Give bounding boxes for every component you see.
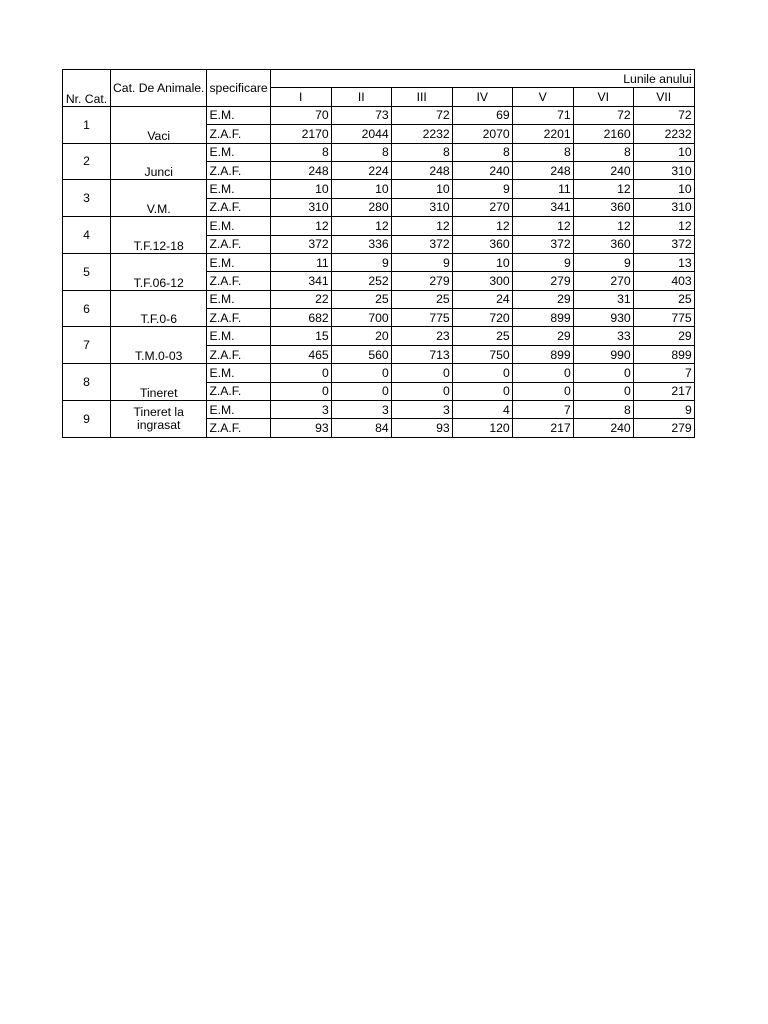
value-cell: 12 <box>331 217 391 235</box>
value-cell: 240 <box>452 161 512 179</box>
value-cell: 22 <box>270 290 331 308</box>
month-header: VI <box>573 88 633 106</box>
value-cell: 279 <box>512 272 573 290</box>
value-cell: 0 <box>391 382 452 400</box>
value-cell: 682 <box>270 309 331 327</box>
value-cell: 93 <box>270 419 331 437</box>
value-cell: 403 <box>633 272 694 290</box>
value-cell: 2170 <box>270 125 331 143</box>
specificare-cell: E.M. <box>207 143 270 161</box>
value-cell: 270 <box>573 272 633 290</box>
value-cell: 224 <box>331 161 391 179</box>
value-cell: 12 <box>270 217 331 235</box>
animal-category: Tineret la ingrasat <box>111 401 207 438</box>
value-cell: 25 <box>633 290 694 308</box>
animal-category: Vaci <box>111 106 207 143</box>
value-cell: 15 <box>270 327 331 345</box>
value-cell: 3 <box>391 401 452 419</box>
value-cell: 0 <box>573 382 633 400</box>
value-cell: 750 <box>452 345 512 363</box>
table-row <box>63 401 695 419</box>
value-cell: 8 <box>391 143 452 161</box>
value-cell: 8 <box>452 143 512 161</box>
month-header: III <box>391 88 452 106</box>
value-cell: 2160 <box>573 125 633 143</box>
value-cell: 217 <box>633 382 694 400</box>
value-cell: 7 <box>512 401 573 419</box>
month-header: V <box>512 88 573 106</box>
value-cell: 0 <box>512 364 573 382</box>
specificare-cell: E.M. <box>207 217 270 235</box>
value-cell: 0 <box>270 364 331 382</box>
value-cell: 12 <box>512 217 573 235</box>
value-cell: 240 <box>573 161 633 179</box>
value-cell: 8 <box>573 143 633 161</box>
value-cell: 2070 <box>452 125 512 143</box>
value-cell: 372 <box>270 235 331 253</box>
value-cell: 217 <box>512 419 573 437</box>
table-row <box>63 364 695 382</box>
animal-category: T.M.0-03 <box>111 327 207 364</box>
specificare-cell: Z.A.F. <box>207 272 270 290</box>
specificare-cell: E.M. <box>207 106 270 124</box>
value-cell: 10 <box>452 253 512 271</box>
value-cell: 25 <box>452 327 512 345</box>
value-cell: 720 <box>452 309 512 327</box>
livestock-table <box>62 69 695 438</box>
specificare-cell: Z.A.F. <box>207 419 270 437</box>
category-number: 9 <box>63 401 111 438</box>
value-cell: 341 <box>512 198 573 216</box>
value-cell: 73 <box>331 106 391 124</box>
value-cell: 0 <box>512 382 573 400</box>
category-number: 3 <box>63 180 111 217</box>
animal-category: T.F.12-18 <box>111 217 207 254</box>
specificare-cell: E.M. <box>207 253 270 271</box>
value-cell: 7 <box>633 364 694 382</box>
value-cell: 29 <box>512 290 573 308</box>
value-cell: 700 <box>331 309 391 327</box>
value-cell: 372 <box>512 235 573 253</box>
specificare-cell: Z.A.F. <box>207 125 270 143</box>
value-cell: 0 <box>452 382 512 400</box>
specificare-cell: E.M. <box>207 327 270 345</box>
table-row <box>63 143 695 161</box>
value-cell: 248 <box>512 161 573 179</box>
value-cell: 248 <box>270 161 331 179</box>
value-cell: 372 <box>391 235 452 253</box>
value-cell: 300 <box>452 272 512 290</box>
value-cell: 775 <box>633 309 694 327</box>
table-row <box>63 106 695 124</box>
value-cell: 25 <box>331 290 391 308</box>
value-cell: 2232 <box>391 125 452 143</box>
value-cell: 29 <box>512 327 573 345</box>
value-cell: 0 <box>331 382 391 400</box>
value-cell: 465 <box>270 345 331 363</box>
specificare-cell: Z.A.F. <box>207 345 270 363</box>
value-cell: 8 <box>573 401 633 419</box>
value-cell: 240 <box>573 419 633 437</box>
value-cell: 13 <box>633 253 694 271</box>
month-header: I <box>270 88 331 106</box>
animal-category: V.M. <box>111 180 207 217</box>
animal-category: T.F.06-12 <box>111 253 207 290</box>
value-cell: 31 <box>573 290 633 308</box>
value-cell: 120 <box>452 419 512 437</box>
table-row <box>63 217 695 235</box>
value-cell: 72 <box>391 106 452 124</box>
value-cell: 2232 <box>633 125 694 143</box>
value-cell: 0 <box>452 364 512 382</box>
specificare-cell: Z.A.F. <box>207 309 270 327</box>
value-cell: 310 <box>633 161 694 179</box>
value-cell: 11 <box>512 180 573 198</box>
month-header: II <box>331 88 391 106</box>
value-cell: 560 <box>331 345 391 363</box>
value-cell: 2044 <box>331 125 391 143</box>
value-cell: 341 <box>270 272 331 290</box>
table-row <box>63 253 695 271</box>
value-cell: 280 <box>331 198 391 216</box>
category-number: 1 <box>63 106 111 143</box>
header-lunile-anului: Lunile anului <box>270 70 694 88</box>
value-cell: 71 <box>512 106 573 124</box>
value-cell: 360 <box>573 198 633 216</box>
value-cell: 9 <box>452 180 512 198</box>
category-number: 7 <box>63 327 111 364</box>
value-cell: 775 <box>391 309 452 327</box>
value-cell: 29 <box>633 327 694 345</box>
animal-category: Junci <box>111 143 207 180</box>
value-cell: 372 <box>633 235 694 253</box>
value-cell: 8 <box>331 143 391 161</box>
value-cell: 310 <box>391 198 452 216</box>
value-cell: 360 <box>452 235 512 253</box>
specificare-cell: E.M. <box>207 180 270 198</box>
value-cell: 10 <box>633 143 694 161</box>
value-cell: 9 <box>331 253 391 271</box>
value-cell: 899 <box>512 345 573 363</box>
value-cell: 8 <box>512 143 573 161</box>
value-cell: 9 <box>633 401 694 419</box>
header-specificare: specificare <box>207 70 270 107</box>
value-cell: 899 <box>512 309 573 327</box>
value-cell: 10 <box>633 180 694 198</box>
month-header: VII <box>633 88 694 106</box>
value-cell: 252 <box>331 272 391 290</box>
value-cell: 9 <box>391 253 452 271</box>
value-cell: 0 <box>331 364 391 382</box>
value-cell: 310 <box>633 198 694 216</box>
value-cell: 12 <box>573 180 633 198</box>
value-cell: 990 <box>573 345 633 363</box>
animal-category: T.F.0-6 <box>111 290 207 327</box>
specificare-cell: Z.A.F. <box>207 235 270 253</box>
value-cell: 270 <box>452 198 512 216</box>
value-cell: 25 <box>391 290 452 308</box>
value-cell: 279 <box>391 272 452 290</box>
specificare-cell: E.M. <box>207 290 270 308</box>
value-cell: 11 <box>270 253 331 271</box>
value-cell: 12 <box>573 217 633 235</box>
value-cell: 10 <box>270 180 331 198</box>
specificare-cell: Z.A.F. <box>207 198 270 216</box>
category-number: 4 <box>63 217 111 254</box>
value-cell: 360 <box>573 235 633 253</box>
value-cell: 23 <box>391 327 452 345</box>
value-cell: 0 <box>391 364 452 382</box>
category-number: 5 <box>63 253 111 290</box>
value-cell: 93 <box>391 419 452 437</box>
table-row <box>63 180 695 198</box>
value-cell: 9 <box>512 253 573 271</box>
value-cell: 69 <box>452 106 512 124</box>
table-row <box>63 327 695 345</box>
header-nr-cat: Nr. Cat. <box>63 70 111 107</box>
value-cell: 12 <box>452 217 512 235</box>
value-cell: 12 <box>633 217 694 235</box>
value-cell: 20 <box>331 327 391 345</box>
specificare-cell: Z.A.F. <box>207 382 270 400</box>
value-cell: 0 <box>573 364 633 382</box>
value-cell: 10 <box>391 180 452 198</box>
value-cell: 8 <box>270 143 331 161</box>
value-cell: 72 <box>573 106 633 124</box>
value-cell: 12 <box>391 217 452 235</box>
value-cell: 9 <box>573 253 633 271</box>
value-cell: 310 <box>270 198 331 216</box>
value-cell: 72 <box>633 106 694 124</box>
category-number: 2 <box>63 143 111 180</box>
value-cell: 4 <box>452 401 512 419</box>
month-header: IV <box>452 88 512 106</box>
value-cell: 24 <box>452 290 512 308</box>
value-cell: 10 <box>331 180 391 198</box>
specificare-cell: E.M. <box>207 401 270 419</box>
category-number: 8 <box>63 364 111 401</box>
value-cell: 713 <box>391 345 452 363</box>
category-number: 6 <box>63 290 111 327</box>
value-cell: 279 <box>633 419 694 437</box>
specificare-cell: E.M. <box>207 364 270 382</box>
value-cell: 70 <box>270 106 331 124</box>
value-cell: 3 <box>331 401 391 419</box>
value-cell: 248 <box>391 161 452 179</box>
value-cell: 3 <box>270 401 331 419</box>
value-cell: 899 <box>633 345 694 363</box>
value-cell: 336 <box>331 235 391 253</box>
value-cell: 84 <box>331 419 391 437</box>
value-cell: 33 <box>573 327 633 345</box>
header-cat-animale: Cat. De Animale. <box>111 70 207 107</box>
animal-category: Tineret <box>111 364 207 401</box>
specificare-cell: Z.A.F. <box>207 161 270 179</box>
value-cell: 930 <box>573 309 633 327</box>
value-cell: 2201 <box>512 125 573 143</box>
table-row <box>63 290 695 308</box>
value-cell: 0 <box>270 382 331 400</box>
